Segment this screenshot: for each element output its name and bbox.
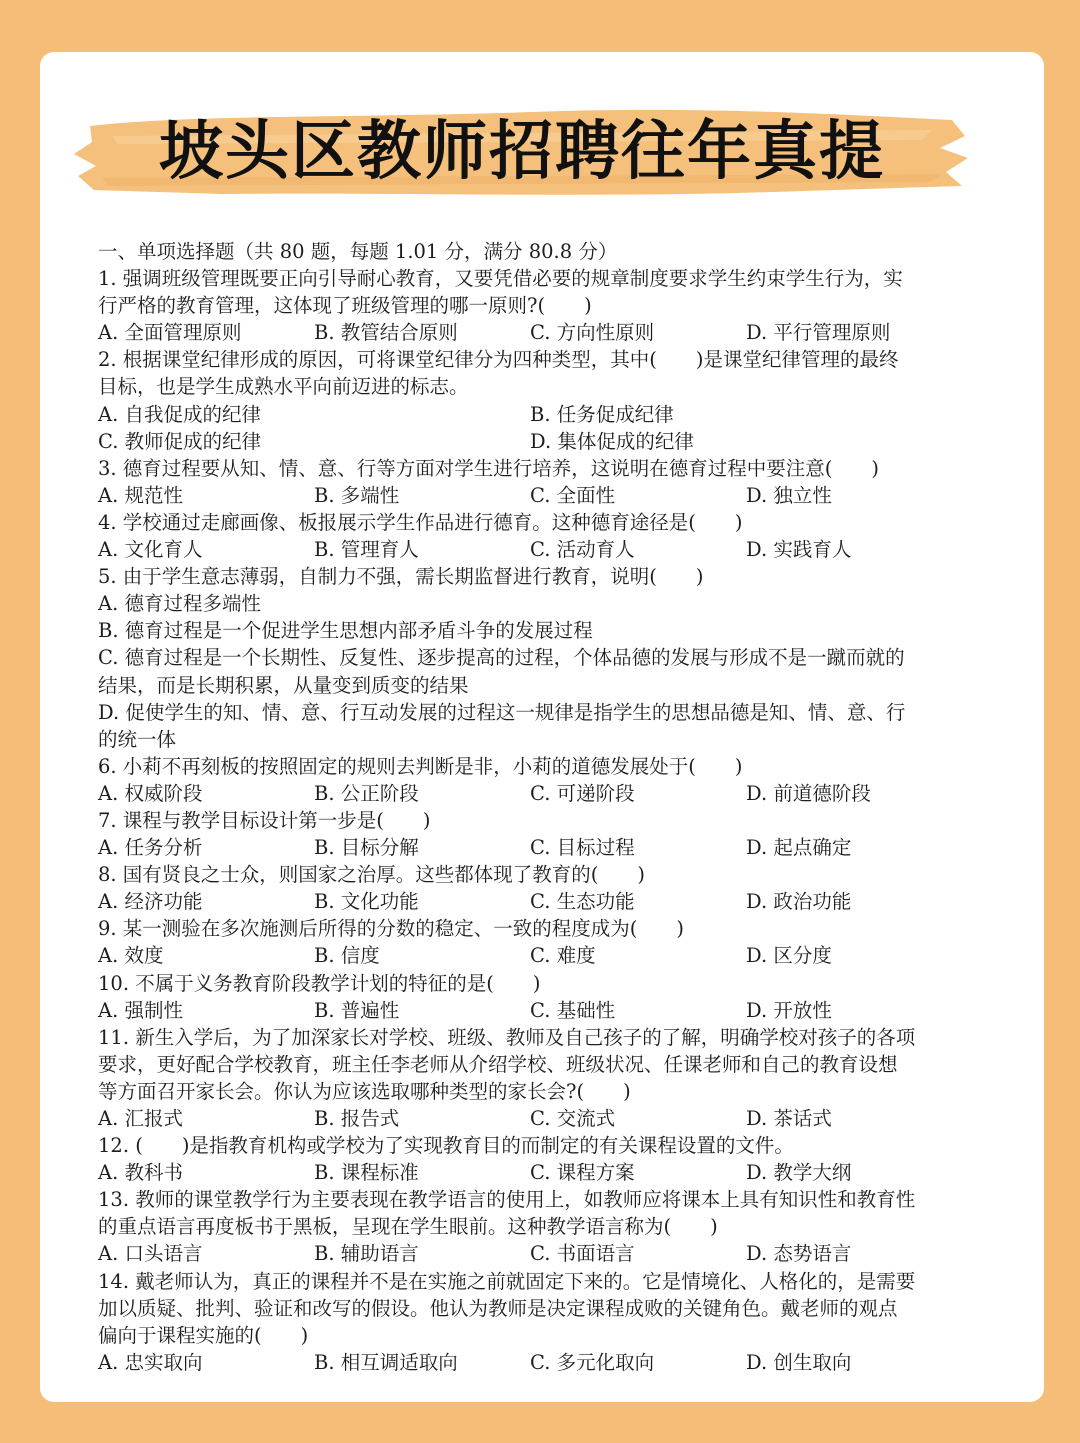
question-item xyxy=(98,753,958,807)
answer-option: D. 平行管理原则 xyxy=(746,321,891,345)
answer-option: B. 教管结合原则 xyxy=(314,321,458,345)
answer-option: B. 德育过程是一个促进学生思想内部矛盾斗争的发展过程 xyxy=(98,619,593,643)
options-row xyxy=(98,1105,958,1132)
question-stem: 13. 教师的课堂教学行为主要表现在教学语言的使用上，如教师应将课本上具有知识性和教育性 xyxy=(98,1188,916,1212)
options-row xyxy=(98,1349,958,1376)
answer-option: B. 报告式 xyxy=(314,1107,400,1130)
question-stem: 7. 课程与教学目标设计第一步是( ) xyxy=(98,808,431,832)
answer-option: A. 口头语言 xyxy=(98,1242,203,1266)
answer-option: C. 德育过程是一个长期性、反复性、逐步提高的过程，个体品德的发展与形成不是一蹴而就的 xyxy=(98,646,905,670)
question-stem: 加以质疑、批判、验证和改写的假设。他认为教师是决定课程成败的关键角色。戴老师的观点 xyxy=(98,1296,898,1320)
question-stem: 要求，更好配合学校教育，班主任李老师从介绍学校、班级状况、任课老师和自己的教育设想 xyxy=(98,1052,898,1076)
answer-option: B. 多端性 xyxy=(314,483,400,507)
answer-option: A. 德育过程多端性 xyxy=(98,592,261,616)
question-item xyxy=(98,1186,958,1267)
question-stem: 偏向于课程实施的( ) xyxy=(98,1323,309,1347)
answer-option: A. 忠实取向 xyxy=(98,1350,203,1374)
question-stem: 等方面召开家长会。你认为应该选取哪种类型的家长会?( ) xyxy=(98,1079,631,1103)
answer-option: A. 自我促成的纪律 xyxy=(98,402,261,426)
options-row xyxy=(98,780,958,807)
answer-option: C. 基础性 xyxy=(530,998,616,1022)
question-stem: 1. 强调班级管理既要正向引导耐心教育，又要凭借必要的规章制度要求学生约束学生行为，实 xyxy=(98,267,903,291)
question-stem: 10. 不属于义务教育阶段教学计划的特征的是( ) xyxy=(98,971,541,995)
answer-option: B. 信度 xyxy=(314,944,380,968)
answer-option: B. 任务促成纪律 xyxy=(530,402,674,426)
question-item xyxy=(98,861,958,915)
answer-option: B. 公正阶段 xyxy=(314,781,419,805)
answer-option: B. 文化功能 xyxy=(314,890,419,914)
question-stem: 14. 戴老师认为，真正的课程并不是在实施之前就固定下来的。它是情境化、人格化的，是需要 xyxy=(98,1269,916,1293)
options-row xyxy=(98,942,958,969)
answer-option: C. 目标过程 xyxy=(530,836,635,860)
answer-option: D. 前道德阶段 xyxy=(746,781,871,805)
answer-option: B. 管理育人 xyxy=(314,538,419,562)
question-stem: 2. 根据课堂纪律形成的原因，可将课堂纪律分为四种类型，其中( )是课堂纪律管理的最终 xyxy=(98,348,899,372)
question-item xyxy=(98,915,958,969)
question-stem: 9. 某一测验在多次施测后所得的分数的稳定、一致的程度成为( ) xyxy=(98,917,685,941)
options-row xyxy=(98,888,958,915)
question-stem: 行严格的教育管理，这体现了班级管理的哪一原则?( ) xyxy=(98,294,592,318)
answer-option: C. 可递阶段 xyxy=(530,781,635,805)
question-stem: 5. 由于学生意志薄弱，自制力不强，需长期监督进行教育，说明( ) xyxy=(98,565,704,589)
answer-option: B. 相互调适取向 xyxy=(314,1350,458,1374)
answer-option: D. 促使学生的知、情、意、行互动发展的过程这一规律是指学生的思想品德是知、情、意、行 xyxy=(98,700,906,724)
answer-option: D. 开放性 xyxy=(746,998,832,1022)
question-stem: 8. 国有贤良之士众，则国家之治厚。这些都体现了教育的( ) xyxy=(98,863,646,887)
answer-option: A. 权威阶段 xyxy=(98,781,203,805)
question-stem: 6. 小莉不再刻板的按照固定的规则去判断是非，小莉的道德发展处于( ) xyxy=(98,754,743,778)
answer-option: C. 全面性 xyxy=(530,483,616,507)
answer-option: A. 汇报式 xyxy=(98,1107,183,1130)
answer-option: A. 教科书 xyxy=(98,1161,183,1185)
answer-option: D. 集体促成的纪律 xyxy=(530,429,694,453)
question-item xyxy=(98,455,958,509)
answer-option: A. 效度 xyxy=(98,944,164,968)
answer-option: B. 辅助语言 xyxy=(314,1242,419,1266)
question-item xyxy=(98,346,958,454)
question-item xyxy=(98,563,958,753)
question-stem: 目标，也是学生成熟水平向前迈进的标志。 xyxy=(98,375,469,399)
answer-option: A. 规范性 xyxy=(98,483,183,507)
answer-option: A. 全面管理原则 xyxy=(98,321,242,345)
question-item xyxy=(98,265,958,346)
answer-option: B. 普遍性 xyxy=(314,998,400,1022)
answer-option: C. 方向性原则 xyxy=(530,321,655,345)
question-item xyxy=(98,1132,958,1186)
options-row xyxy=(98,428,958,455)
answer-option: A. 文化育人 xyxy=(98,538,203,562)
question-stem: 3. 德育过程要从知、情、意、行等方面对学生进行培养，这说明在德育过程中要注意( ) xyxy=(98,456,880,480)
options-row xyxy=(98,536,958,563)
answer-option: D. 教学大纲 xyxy=(746,1161,852,1185)
options-row xyxy=(98,319,958,346)
answer-option: C. 活动育人 xyxy=(530,538,635,562)
question-item xyxy=(98,1024,958,1132)
answer-option: C. 教师促成的纪律 xyxy=(98,429,262,453)
answer-option: A. 强制性 xyxy=(98,998,183,1022)
options-row xyxy=(98,834,958,861)
title-banner xyxy=(72,96,972,208)
answer-option: B. 目标分解 xyxy=(314,836,419,860)
question-item xyxy=(98,807,958,861)
page-title: 坡头区教师招聘往年真提 xyxy=(159,115,885,189)
options-row xyxy=(98,401,958,428)
options-row xyxy=(98,482,958,509)
answer-option: B. 课程标准 xyxy=(314,1161,419,1185)
answer-option: D. 实践育人 xyxy=(746,538,852,562)
answer-option: C. 课程方案 xyxy=(530,1161,635,1185)
section-heading: 一、单项选择题（共 80 题，每题 1.01 分，满分 80.8 分） xyxy=(98,240,618,263)
options-row xyxy=(98,1159,958,1186)
question-stem: 12. ( )是指教育机构或学校为了实现教育目的而制定的有关课程设置的文件。 xyxy=(98,1134,794,1158)
answer-option: C. 生态功能 xyxy=(530,890,635,914)
answer-option: 结果，而是长期积累，从量变到质变的结果 xyxy=(98,673,469,697)
answer-option: D. 创生取向 xyxy=(746,1350,852,1374)
answer-option: D. 区分度 xyxy=(746,944,832,968)
options-row xyxy=(98,1240,958,1267)
exam-content xyxy=(98,238,958,1376)
answer-option: D. 态势语言 xyxy=(746,1242,852,1266)
question-stem: 11. 新生入学后，为了加深家长对学校、班级、教师及自己孩子的了解，明确学校对孩子的各项 xyxy=(98,1025,916,1049)
options-row xyxy=(98,997,958,1024)
question-stem: 的重点语言再度板书于黑板，呈现在学生眼前。这种教学语言称为( ) xyxy=(98,1215,718,1239)
answer-option: C. 交流式 xyxy=(530,1107,616,1130)
question-stem: 4. 学校通过走廊画像、板报展示学生作品进行德育。这种德育途径是( ) xyxy=(98,510,743,534)
question-item xyxy=(98,509,958,563)
answer-option: A. 任务分析 xyxy=(98,836,203,860)
answer-option: C. 多元化取向 xyxy=(530,1350,655,1374)
answer-option: D. 政治功能 xyxy=(746,890,852,914)
answer-option: A. 经济功能 xyxy=(98,890,203,914)
answer-option: C. 难度 xyxy=(530,944,596,968)
question-item xyxy=(98,1268,958,1376)
answer-option: C. 书面语言 xyxy=(530,1242,635,1266)
answer-option: D. 茶话式 xyxy=(746,1107,832,1130)
answer-option: D. 独立性 xyxy=(746,483,832,507)
answer-option: D. 起点确定 xyxy=(746,836,852,860)
question-item xyxy=(98,970,958,1024)
answer-option: 的统一体 xyxy=(98,727,177,751)
